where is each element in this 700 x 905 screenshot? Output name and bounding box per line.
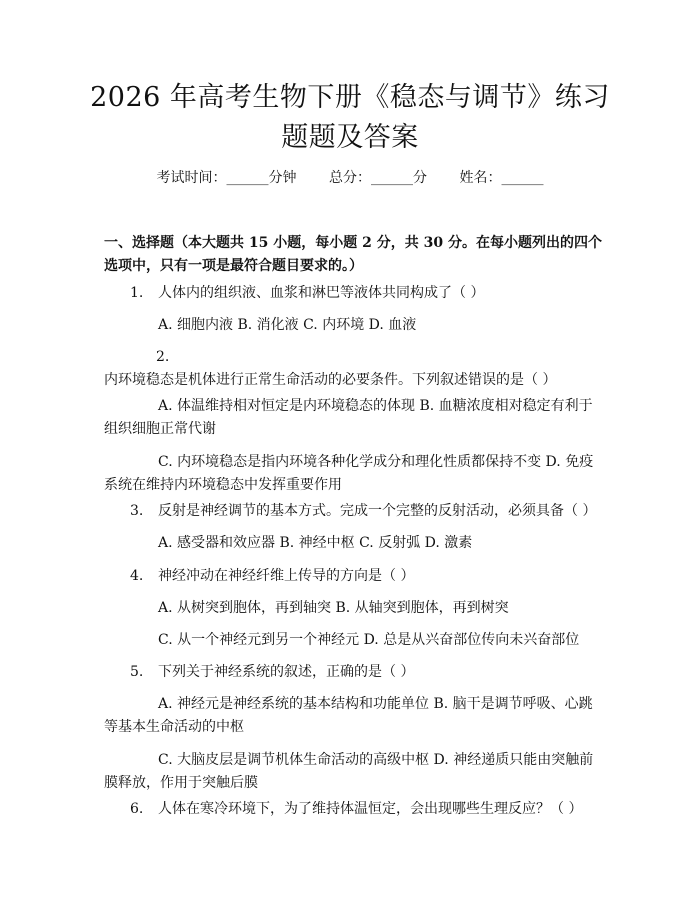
question-text: 内环境稳态是机体进行正常生命活动的必要条件。下列叙述错误的是（ ） xyxy=(104,372,557,388)
question-2 xyxy=(104,346,604,392)
question-6 xyxy=(130,798,600,821)
question-4-options-2: C. 从一个神经元到另一个神经元 D. 总是从兴奋部位传向未兴奋部位 xyxy=(158,632,580,648)
question-1 xyxy=(130,282,600,305)
question-number: 4. xyxy=(130,568,144,584)
question-5-options-1: A. 神经元是神经系统的基本结构和功能单位 B. 脑干是调节呼吸、心跳等基本生命活动的中枢 xyxy=(104,696,593,735)
question-text: 下列关于神经系统的叙述，正确的是（ ） xyxy=(158,664,415,680)
question-4 xyxy=(130,565,600,588)
question-3-options-1: A. 感受器和效应器 B. 神经中枢 C. 反射弧 D. 激素 xyxy=(158,535,473,551)
question-5 xyxy=(130,661,600,684)
question-number: 2. xyxy=(156,349,170,365)
exam-time: 考试时间：______分钟 xyxy=(156,170,297,186)
question-number: 1. xyxy=(130,285,144,301)
question-2-options-1: A. 体温维持相对恒定是内环境稳态的体现 B. 血糖浓度相对稳定有利于组织细胞正常代谢 xyxy=(104,398,593,437)
question-2-options-2: C. 内环境稳态是指内环境各种化学成分和理化性质都保持不变 D. 免疫系统在维持内环境稳态中发挥重要作用 xyxy=(104,454,594,493)
exam-meta xyxy=(0,168,700,188)
document-title: 2026 年高考生物下册《稳态与调节》练习题题及答案 xyxy=(90,82,610,153)
question-text: 人体内的组织液、血浆和淋巴等液体共同构成了（ ） xyxy=(158,285,485,301)
exam-score: 总分：______分 xyxy=(329,170,427,186)
question-5-options-2: C. 大脑皮层是调节机体生命活动的高级中枢 D. 神经递质只能由突触前膜释放，作用于突触后膜 xyxy=(104,752,594,791)
exam-name: 姓名：______ xyxy=(459,170,544,186)
question-number: 5. xyxy=(130,664,144,680)
question-1-options-1: A. 细胞内液 B. 消化液 C. 内环境 D. 血液 xyxy=(158,317,417,333)
question-number: 3. xyxy=(130,503,144,519)
question-text: 人体在寒冷环境下，为了维持体温恒定，会出现哪些生理反应？（ ） xyxy=(158,801,583,817)
question-text: 反射是神经调节的基本方式。完成一个完整的反射活动，必须具备（ ） xyxy=(158,503,597,519)
section-heading: 一、选择题（本大题共 15 小题，每小题 2 分，共 30 分。在每小题列出的四个选项中，只有一项是最符合题目要求的。） xyxy=(104,235,602,274)
question-number: 6. xyxy=(130,801,144,817)
question-text: 神经冲动在神经纤维上传导的方向是（ ） xyxy=(158,568,415,584)
question-3 xyxy=(130,500,600,523)
question-4-options-1: A. 从树突到胞体，再到轴突 B. 从轴突到胞体，再到树突 xyxy=(158,600,509,616)
